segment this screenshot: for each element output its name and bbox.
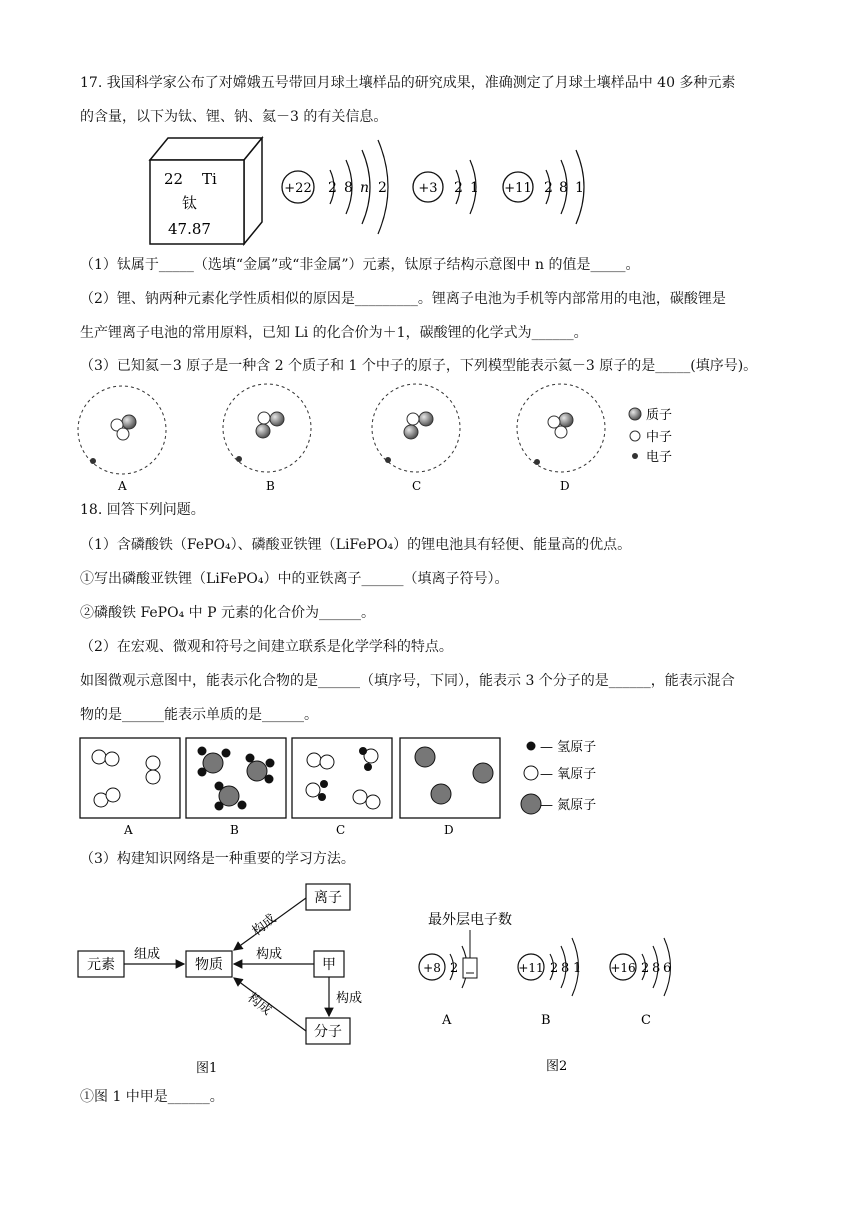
figure-1-knowledge-network [74,876,374,1076]
legend-nitrogen: — 氮原子 [540,798,597,813]
q17-part-3: （3）已知氦－3 原子是一种含 2 个质子和 1 个中子的原子，下列模型能表示氦－3 原子的是_____(填序号)。 [80,358,758,374]
legend-oxygen: — 氧原子 [540,767,597,782]
fig2-b-label: B [541,1013,551,1028]
box-a-label: A [124,823,133,837]
q18-title: 18. 回答下列问题。 [80,502,205,518]
legend-neutron: 中子 [646,430,673,445]
ti-shell-3: n [360,180,370,196]
q17-part-1: （1）钛属于_____（选填“金属”或“非金属”）元素，钛原子结构示意图中 n 的值是_____。 [80,257,640,273]
box-d-label: D [444,823,454,837]
figure-1-caption: 图1 [196,1061,218,1076]
box-b-label: B [230,823,239,837]
fig2-c-shell-3: 6 [663,961,672,976]
fig2-c-nucleus: +16 [610,961,636,975]
fig2-c-shell-2: 8 [652,961,661,976]
q17-part-2a: （2）锂、钠两种元素化学性质相似的原因是_________。锂离子电池为手机等内部常用的电池，碳酸锂是 [80,291,726,307]
ti-element-card [150,138,262,244]
q18-part-1: （1）含磷酸铁（FePO₄）、磷酸亚铁锂（LiFePO₄）的锂电池具有轻便、能量高的优点。 [80,537,632,553]
model-a-label: A [118,479,127,493]
li-shell-2: 1 [470,180,479,196]
atom-legend [521,740,596,814]
fig2-atom-a [419,946,477,1028]
na-shell-2: 8 [559,180,568,196]
ti-shell-4: 2 [378,180,387,196]
na-shell-3: 1 [575,180,584,196]
ti-nucleus: +22 [284,181,312,196]
fig2-a-nucleus: +8 [423,961,441,975]
fig2-atom-c [610,938,671,1028]
na-shell-1: 2 [544,180,553,196]
micro-diagram [78,736,638,840]
q18-part-1a: ①写出磷酸亚铁锂（LiFePO₄）中的亚铁离子______（填离子符号）。 [80,571,509,587]
q18-part-3: （3）构建知识网络是一种重要的学习方法。 [80,851,355,867]
box-c [292,738,392,837]
label-goucheng-2: 构成 [256,947,283,962]
fig2-b-shell-3: 1 [573,961,582,976]
ti-symbol: Ti [202,170,217,188]
q18-part-2a: 如图微观示意图中，能表示化合物的是______（填序号，下同），能表示 3 个分子的是______，能表示混合 [80,673,735,689]
legend-electron: 电子 [646,450,673,465]
fig2-c-shell-1: 2 [641,961,650,976]
node-jia: 甲 [322,957,336,973]
li-nucleus: +3 [418,181,438,196]
fig2-heading: 最外层电子数 [428,912,512,928]
fig2-b-nucleus: +11 [518,961,544,975]
box-c-label: C [336,823,346,837]
legend-hydrogen: — 氢原子 [540,740,597,755]
model-legend [629,408,672,465]
fig2-c-label: C [641,1013,651,1028]
label-goucheng-1: 构成 [249,911,280,940]
model-b-label: B [266,479,275,493]
ti-shell-2: 8 [344,180,353,196]
model-a [78,386,166,493]
ti-atomic-mass: 47.87 [168,220,211,238]
legend-proton: 质子 [646,408,673,423]
figure-2-atom-structures [410,900,690,1076]
fig2-atom-b [518,938,581,1028]
model-c [372,384,460,493]
li-shell-1: 2 [454,180,463,196]
node-yuansu: 元素 [87,957,115,973]
na-nucleus: +11 [504,181,532,196]
q17-element-info-figure [140,132,610,250]
node-wuzhi: 物质 [195,957,223,973]
fig2-a-shell-1: 2 [450,961,459,976]
node-lizi: 离子 [314,890,342,906]
q17-line-2: 的含量，以下为钛、锂、钠、氦－3 的有关信息。 [80,109,388,125]
node-fenzi: 分子 [314,1024,342,1040]
q17-part-2b: 生产锂离子电池的常用原料，已知 Li 的化合价为＋1，碳酸锂的化学式为______。 [80,325,588,341]
ti-name: 钛 [182,194,198,212]
q18-part-1b: ②磷酸铁 FePO₄ 中 P 元素的化合价为______。 [80,605,375,621]
box-a [80,738,180,837]
box-d [400,738,500,837]
label-goucheng-3: 构成 [336,991,363,1006]
q18-part-3a: ①图 1 中甲是______。 [80,1089,224,1105]
model-b [223,384,311,493]
q18-part-2: （2）在宏观、微观和符号之间建立联系是化学学科的特点。 [80,639,453,655]
q17-line-1: 17. 我国科学家公布了对嫦娥五号带回月球土壤样品的研究成果，准确测定了月球土壤样品中 40 多种元素 [80,75,736,91]
fig2-a-label: A [442,1013,452,1028]
model-c-label: C [412,479,422,493]
ti-atomic-number: 22 [164,170,184,188]
na-atom-structure [503,150,584,224]
box-b [186,738,286,837]
label-goucheng-4: 构成 [244,990,275,1019]
figure-2-caption: 图2 [546,1059,568,1074]
model-d-label: D [560,479,570,493]
fig2-b-shell-2: 8 [561,961,570,976]
he3-atom-models [70,382,710,494]
fig2-b-shell-1: 2 [550,961,559,976]
label-zucheng: 组成 [134,947,161,962]
li-atom-structure [413,160,479,214]
q18-part-2b: 物的是______能表示单质的是______。 [80,707,318,723]
ti-shell-1: 2 [328,180,337,196]
model-d [517,384,605,493]
ti-atom-structure [282,140,388,234]
